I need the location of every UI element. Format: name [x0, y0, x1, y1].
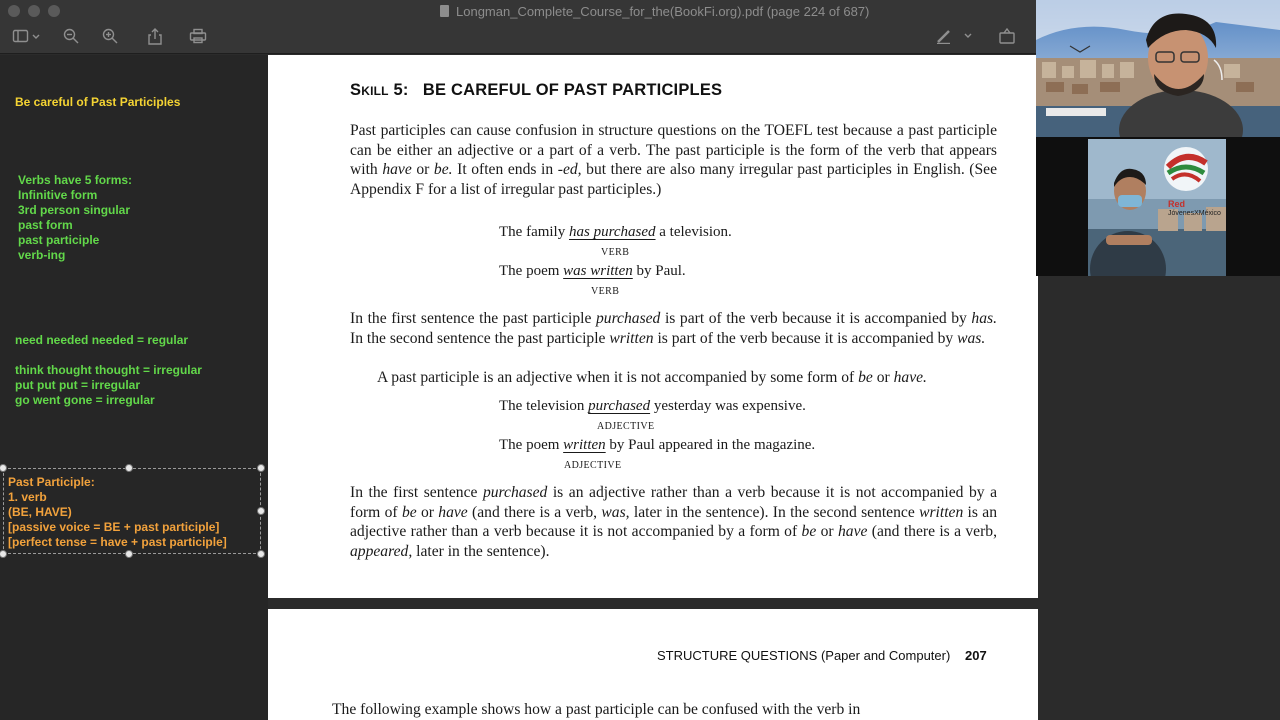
participant-video [1088, 139, 1226, 276]
pdf-page-224[interactable] [268, 55, 1038, 598]
window-title: Longman_Complete_Course_for_the(BookFi.org).pdf (page 224 of 687) [456, 4, 870, 19]
sidebar-toggle-button[interactable] [12, 27, 42, 45]
note-past-participle-line[interactable]: [perfect tense = have + past participle] [8, 535, 227, 549]
example-sentence-1: The family has purchased a television. [499, 224, 732, 240]
presenter-video-image [1036, 0, 1280, 137]
print-icon [189, 28, 207, 44]
paragraph-adjective-rule: A past participle is an adjective when it is not accompanied by some form of be or have. [377, 369, 927, 386]
note-verb-form[interactable]: Infinitive form [18, 188, 98, 202]
markup-pen-button[interactable] [935, 27, 979, 45]
paragraph-adjective-explanation: In the first sentence purchased is an adjective rather than a verb because it is not accompanied by a form of be or have (and there is a verb, was, later in the sentence). In the second sentence written is an adjective rather than a verb because it is not accompanied by a form of be or have (and there is a verb, appeared, later in the sentence). [350, 484, 997, 560]
example-label-2: VERB [591, 286, 620, 297]
participant-video-image [1088, 139, 1226, 276]
zoom-out-button[interactable] [62, 27, 80, 45]
minimize-window-button[interactable] [28, 5, 40, 17]
zoom-in-icon [102, 28, 118, 44]
close-window-button[interactable] [8, 5, 20, 17]
note-past-participle-line[interactable]: [passive voice = BE + past participle] [8, 520, 220, 534]
note-past-participle-heading[interactable]: Past Participle: [8, 475, 95, 489]
zoom-out-icon [63, 28, 79, 44]
resize-handle[interactable] [125, 464, 133, 472]
running-header: STRUCTURE QUESTIONS (Paper and Computer) [657, 648, 951, 663]
markup-toolbox-button[interactable] [997, 27, 1017, 45]
markup-toolbox-icon [998, 28, 1016, 44]
page-number: 207 [965, 648, 987, 663]
note-verb-form[interactable]: past participle [18, 233, 100, 247]
example-sentence-3: The television purchased yesterday was expensive. [499, 398, 806, 414]
skill-title: BE CAREFUL OF PAST PARTICIPLES [422, 81, 723, 99]
resize-handle[interactable] [257, 464, 265, 472]
share-button[interactable] [146, 27, 164, 45]
example-sentence-4: The poem written by Paul appeared in the magazine. [499, 437, 816, 453]
note-past-participle-line[interactable]: 1. verb [8, 490, 47, 504]
note-past-participle-line[interactable]: (BE, HAVE) [8, 505, 72, 519]
resize-handle[interactable] [125, 550, 133, 558]
resize-handle[interactable] [257, 507, 265, 515]
note-verb-form[interactable]: 3rd person singular [18, 203, 131, 217]
note-irregular-example[interactable]: go went gone = irregular [15, 393, 155, 407]
zoom-in-button[interactable] [101, 27, 119, 45]
print-button[interactable] [188, 27, 208, 45]
document-icon [440, 5, 449, 17]
note-title[interactable]: Be careful of Past Participles [15, 95, 181, 109]
zoom-window-button[interactable] [48, 5, 60, 17]
share-icon [147, 28, 163, 45]
example-label-3: ADJECTIVE [597, 421, 655, 432]
presenter-video [1036, 0, 1280, 137]
note-irregular-example[interactable]: put put put = irregular [15, 378, 140, 392]
pen-icon [935, 28, 979, 44]
note-verb-forms-heading[interactable]: Verbs have 5 forms: [18, 173, 133, 187]
note-verb-form[interactable]: verb-ing [18, 248, 66, 262]
pdf-page-225[interactable] [268, 609, 1038, 720]
resize-handle[interactable] [257, 550, 265, 558]
window-toolbar [0, 0, 1036, 54]
example-label-1: VERB [601, 247, 630, 258]
paragraph-verb-explanation: In the first sentence the past participle purchased is part of the verb because it is accompanied by has. In the second sentence the past participle written is part of the verb because it is accompanied by was. [350, 310, 997, 347]
note-regular-example[interactable]: need needed needed = regular [15, 333, 189, 347]
sidebar-toggle-icon [12, 28, 42, 44]
paragraph-intro: Past participles can cause confusion in structure questions on the TOEFL test because a past participle can be either an adjective or a part of a verb. The past participle is the form of the verb that appears with have or be. It often ends in -ed, but there are also many irregular past participles in English. (See Appendix F for a list of irregular past participles.) [350, 122, 998, 198]
logo-text-line2: JóvenesXMéxico [1168, 210, 1221, 217]
logo-text-line1: Red [1168, 199, 1186, 209]
note-irregular-example[interactable]: think thought thought = irregular [15, 363, 202, 377]
example-sentence-2: The poem was written by Paul. [499, 263, 686, 279]
skill-heading [350, 81, 722, 100]
note-verb-form[interactable]: past form [18, 218, 73, 232]
skill-number: Skill 5: [350, 81, 409, 99]
example-label-4: ADJECTIVE [564, 460, 622, 471]
paragraph-next: The following example shows how a past participle can be confused with the verb in [332, 701, 861, 718]
